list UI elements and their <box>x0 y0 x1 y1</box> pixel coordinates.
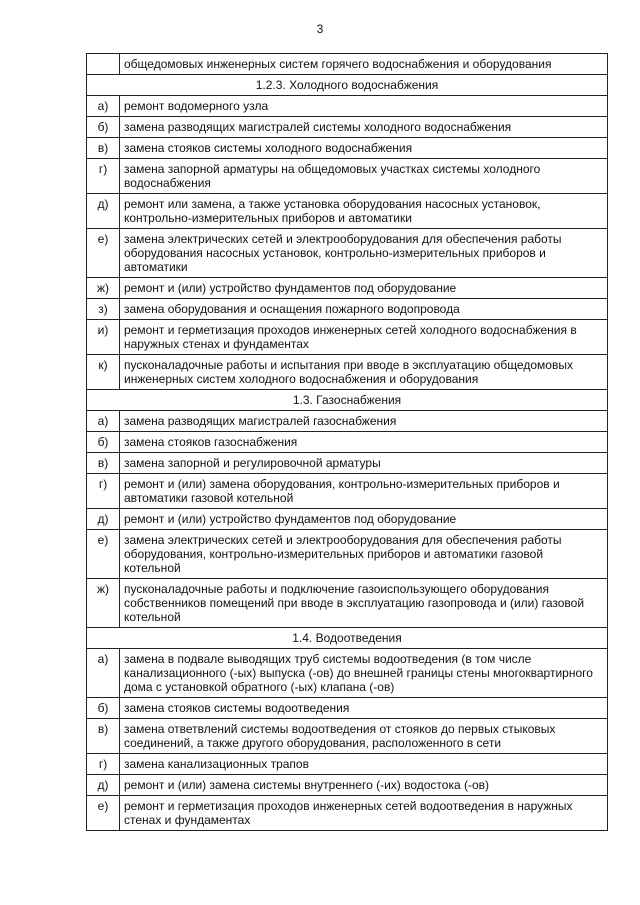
item-text: замена запорной и регулировочной арматуры <box>120 453 608 474</box>
section-title: 1.3. Газоснабжения <box>87 390 608 411</box>
table-row <box>87 579 608 628</box>
table-row <box>87 754 608 775</box>
item-text: ремонт и герметизация проходов инженерных сетей холодного водоснабжения в наружных стенах и фундаментах <box>120 320 608 355</box>
table-row <box>87 474 608 509</box>
item-letter: г) <box>87 754 120 775</box>
table-row <box>87 278 608 299</box>
table-row <box>87 719 608 754</box>
table-row <box>87 698 608 719</box>
item-letter: а) <box>87 411 120 432</box>
section-row <box>87 390 608 411</box>
table-row <box>87 96 608 117</box>
table-row <box>87 355 608 390</box>
table-row <box>87 299 608 320</box>
item-letter: г) <box>87 474 120 509</box>
section-row <box>87 628 608 649</box>
item-text: замена канализационных трапов <box>120 754 608 775</box>
item-letter: д) <box>87 509 120 530</box>
works-table-body <box>87 54 608 831</box>
table-row <box>87 194 608 229</box>
item-text: ремонт и герметизация проходов инженерных сетей водоотведения в наружных стенах и фундаментах <box>120 796 608 831</box>
item-letter: г) <box>87 159 120 194</box>
item-text: замена в подвале выводящих труб системы водоотведения (в том числе канализационного (-ых) выпуска (-ов) до внешней границы стены многоквартирного дома с установкой обратного (-ых) клапана (-ов) <box>120 649 608 698</box>
item-text: пусконаладочные работы и подключение газоиспользующего оборудования собственников помещений при вводе в эксплуатацию газопровода и (или) газовой котельной <box>120 579 608 628</box>
item-text: ремонт водомерного узла <box>120 96 608 117</box>
table-row <box>87 649 608 698</box>
item-text: ремонт и (или) устройство фундаментов под оборудование <box>120 509 608 530</box>
item-text: замена стояков системы холодного водоснабжения <box>120 138 608 159</box>
page-number: 3 <box>316 22 324 36</box>
table-row <box>87 320 608 355</box>
table-row <box>87 530 608 579</box>
item-text: замена ответвлений системы водоотведения от стояков до первых стыковых соединений, а также другого оборудования, расположенного в сети <box>120 719 608 754</box>
item-letter: в) <box>87 719 120 754</box>
item-letter: б) <box>87 698 120 719</box>
item-letter: ж) <box>87 579 120 628</box>
table-row <box>87 509 608 530</box>
item-letter: к) <box>87 355 120 390</box>
item-letter: д) <box>87 194 120 229</box>
item-letter: и) <box>87 320 120 355</box>
item-text: замена стояков газоснабжения <box>120 432 608 453</box>
item-text: замена стояков системы водоотведения <box>120 698 608 719</box>
item-text: замена разводящих магистралей газоснабжения <box>120 411 608 432</box>
table-row <box>87 432 608 453</box>
item-letter <box>87 54 120 75</box>
item-letter: д) <box>87 775 120 796</box>
item-letter: а) <box>87 96 120 117</box>
item-text: замена оборудования и оснащения пожарного водопровода <box>120 299 608 320</box>
table-row <box>87 229 608 278</box>
item-text: замена электрических сетей и электрооборудования для обеспечения работы оборудования насосных установок, контрольно-измерительных приборов и автоматики <box>120 229 608 278</box>
item-text: общедомовых инженерных систем горячего водоснабжения и оборудования <box>120 54 608 75</box>
item-text: ремонт или замена, а также установка оборудования насосных установок, контрольно-измерительных приборов и автоматики <box>120 194 608 229</box>
item-text: ремонт и (или) замена системы внутреннего (-их) водостока (-ов) <box>120 775 608 796</box>
item-text: пусконаладочные работы и испытания при вводе в эксплуатацию общедомовых инженерных систем холодного водоснабжения и оборудования <box>120 355 608 390</box>
section-title: 1.4. Водоотведения <box>87 628 608 649</box>
item-letter: в) <box>87 138 120 159</box>
table-row <box>87 117 608 138</box>
item-text: замена разводящих магистралей системы холодного водоснабжения <box>120 117 608 138</box>
item-text: замена электрических сетей и электрооборудования для обеспечения работы оборудования, контрольно-измерительных приборов и автоматики газовой котельной <box>120 530 608 579</box>
item-letter: е) <box>87 229 120 278</box>
item-text: ремонт и (или) замена оборудования, контрольно-измерительных приборов и автоматики газовой котельной <box>120 474 608 509</box>
item-letter: з) <box>87 299 120 320</box>
item-letter: б) <box>87 432 120 453</box>
item-text: замена запорной арматуры на общедомовых участках системы холодного водоснабжения <box>120 159 608 194</box>
item-letter: е) <box>87 796 120 831</box>
section-row <box>87 75 608 96</box>
table-row <box>87 796 608 831</box>
table-row <box>87 411 608 432</box>
works-table <box>86 53 608 831</box>
table-row <box>87 453 608 474</box>
item-letter: а) <box>87 649 120 698</box>
item-letter: б) <box>87 117 120 138</box>
table-row <box>87 138 608 159</box>
table-row <box>87 775 608 796</box>
table-row <box>87 54 608 75</box>
item-letter: ж) <box>87 278 120 299</box>
item-text: ремонт и (или) устройство фундаментов под оборудование <box>120 278 608 299</box>
item-letter: в) <box>87 453 120 474</box>
item-letter: е) <box>87 530 120 579</box>
table-row <box>87 159 608 194</box>
section-title: 1.2.3. Холодного водоснабжения <box>87 75 608 96</box>
